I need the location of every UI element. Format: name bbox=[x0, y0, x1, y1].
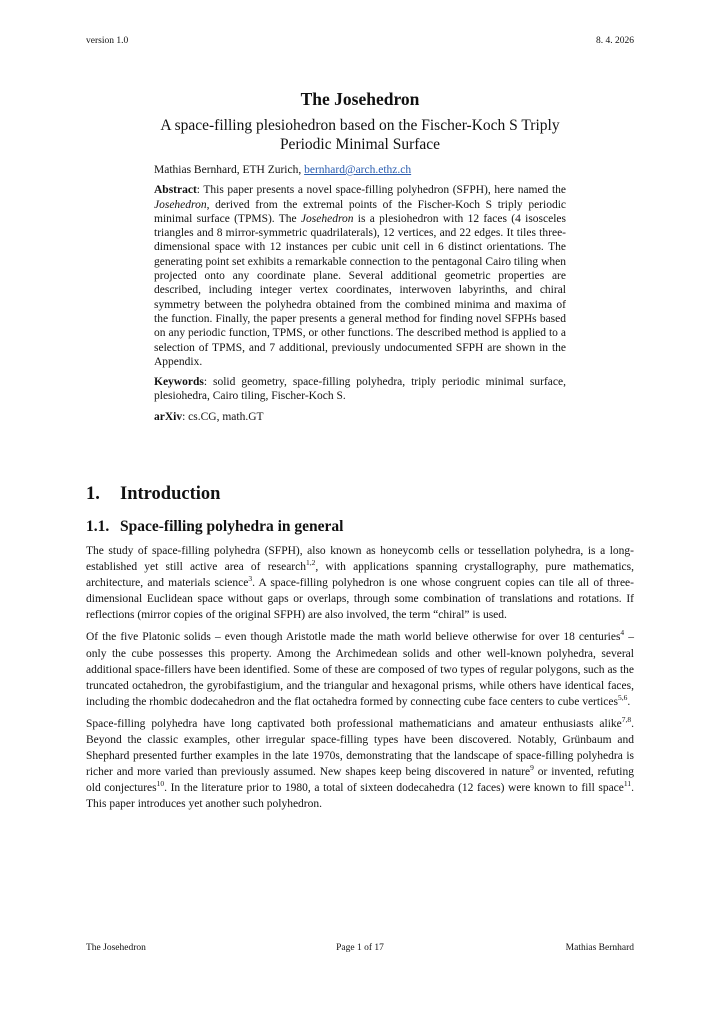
citation: 5,6 bbox=[617, 693, 628, 703]
text-run: or invented, refuting old conjectures bbox=[86, 766, 634, 795]
body-text bbox=[86, 543, 634, 819]
title-block bbox=[86, 88, 634, 154]
abstract-label: Abstract bbox=[154, 184, 197, 197]
keywords-label: Keywords bbox=[154, 376, 204, 389]
keywords bbox=[154, 375, 566, 404]
arxiv-text: : cs.CG, math.GT bbox=[182, 410, 264, 423]
abstract-emphasis-1: Josehedron bbox=[154, 198, 207, 211]
abstract-text-3: is a plesiohedron with 12 faces (4 isosceles triangles and 8 mirror-symmetric quadrilaterals), 12 vertices, and 22 edges. It tiles three-dimensional space with 12 instances per cubic unit cell in 6 distinct orientations. The generating point set exhibits a remarkable connection to the pentagonal Cairo tiling when projected onto any coordinate plane. Several additional geometric properties are described, including integer vertex coordinates, interwoven labyrinths, and chiral symmetry between the polyhedra obtained from the combined minima and maxima of the function. Finally, the paper presents a general method for finding novel SFPHs based on any periodic function, TPMS, or other functions. The described method is applied to a selection of TPMS, and 7 additional, previously undocumented SFPH are shown in the Appendix. bbox=[154, 212, 566, 368]
paper-title: The Josehedron bbox=[300, 89, 420, 109]
text-run: Of the five Platonic solids – even though Aristotle made the math world believe otherwise for over 18 centuries bbox=[86, 631, 621, 644]
abstract-text-1: : This paper presents a novel space-filling polyhedron (SFPH), here named the bbox=[196, 184, 566, 197]
section-number: 1. bbox=[86, 484, 100, 504]
citation: 4 bbox=[620, 628, 625, 638]
text-run: The study of space-filling polyhedra (SFPH), also known as honeycomb cells or tessellation polyhedra, is a long-established yet still active area of research bbox=[86, 545, 634, 574]
abstract-emphasis-2: Josehedron bbox=[300, 212, 354, 225]
arxiv-label: arXiv bbox=[154, 410, 183, 423]
header-version: version 1.0 bbox=[86, 36, 129, 46]
paragraph-2 bbox=[86, 629, 634, 709]
section-title: Introduction bbox=[120, 484, 221, 504]
abstract-text-2: , derived from the extremal points of the Fischer-Koch S triply periodic minimal surface (TPMS). The bbox=[154, 198, 566, 225]
paragraph-3 bbox=[86, 716, 634, 813]
citation: 3 bbox=[248, 574, 253, 584]
text-run: – only the cube possesses this property. Among the Archimedean solids and other well-known polyhedra, several additional space-fillers have been identified. Some of these are composed of two types of regular polygons, such as the truncated octahedron, the gyrobifastigium, and the triangular and hexagonal prisms, while others have identical faces, including the rhombic dodecahedron and the flat octahedra formed by connecting cube face centers to cube vertices bbox=[86, 631, 634, 708]
text-run: . bbox=[627, 695, 631, 708]
abstract bbox=[154, 183, 566, 369]
text-run: . Beyond the classic examples, other irregular space-filling types have been discovered. Notably, Grünbaum and Shephard presented further examples in the late 1970s, demonstrating that the landscape of space-filling polyhedra is richer and more varied than previously assumed. New shapes keep being discovered in nature bbox=[86, 717, 634, 779]
text-run: . This paper introduces yet another such polyhedron. bbox=[86, 782, 634, 811]
citation: 11 bbox=[623, 779, 632, 789]
author-line bbox=[154, 163, 566, 177]
citation: 9 bbox=[530, 763, 534, 773]
paragraph-1 bbox=[86, 543, 634, 623]
keywords-text: : solid geometry, space-filling polyhedra, triply periodic minimal surface, plesiohedra, Cairo tiling, Fischer-Koch S. bbox=[154, 376, 566, 403]
header-date: 8. 4. 2026 bbox=[596, 36, 634, 46]
subsection-title: Space-filling polyhedra in general bbox=[120, 518, 344, 535]
subsection-heading-spf bbox=[86, 518, 343, 536]
arxiv-line bbox=[154, 410, 566, 424]
subsection-number: 1.1. bbox=[86, 518, 110, 535]
footer-page-number: Page 1 of 17 bbox=[336, 943, 384, 953]
author-email-link[interactable]: bernhard@arch.ethz.ch bbox=[304, 164, 412, 176]
text-run: , with applications spanning crystallography, pure mathematics, architecture, and materials science bbox=[86, 561, 634, 590]
footer-author: Mathias Bernhard bbox=[565, 943, 634, 953]
paper-subtitle: A space-filling plesiohedron based on the Fischer-Koch S Triply Periodic Minimal Surface bbox=[160, 117, 560, 153]
footer-title: The Josehedron bbox=[86, 943, 146, 953]
section-heading-introduction bbox=[86, 484, 220, 505]
citation: 1,2 bbox=[306, 558, 316, 568]
front-matter bbox=[154, 163, 566, 430]
text-run: Space-filling polyhedra have long captivated both professional mathematicians and amateur enthusiasts alike bbox=[86, 717, 622, 730]
author-text: Mathias Bernhard, ETH Zurich, bbox=[154, 164, 305, 176]
citation: 7,8 bbox=[621, 715, 632, 725]
citation: 10 bbox=[156, 779, 165, 789]
text-run: . A space-filling polyhedron is one whose congruent copies can tile all of three-dimensional Euclidean space without gaps or overlaps, through some combination of translations and rotations. If reflections (mirror copies of the original SFPH) are also involved, the term “chiral” is used. bbox=[86, 577, 634, 622]
text-run: . In the literature prior to 1980, a total of sixteen dodecahedra (12 faces) were known to fill space bbox=[164, 782, 624, 795]
